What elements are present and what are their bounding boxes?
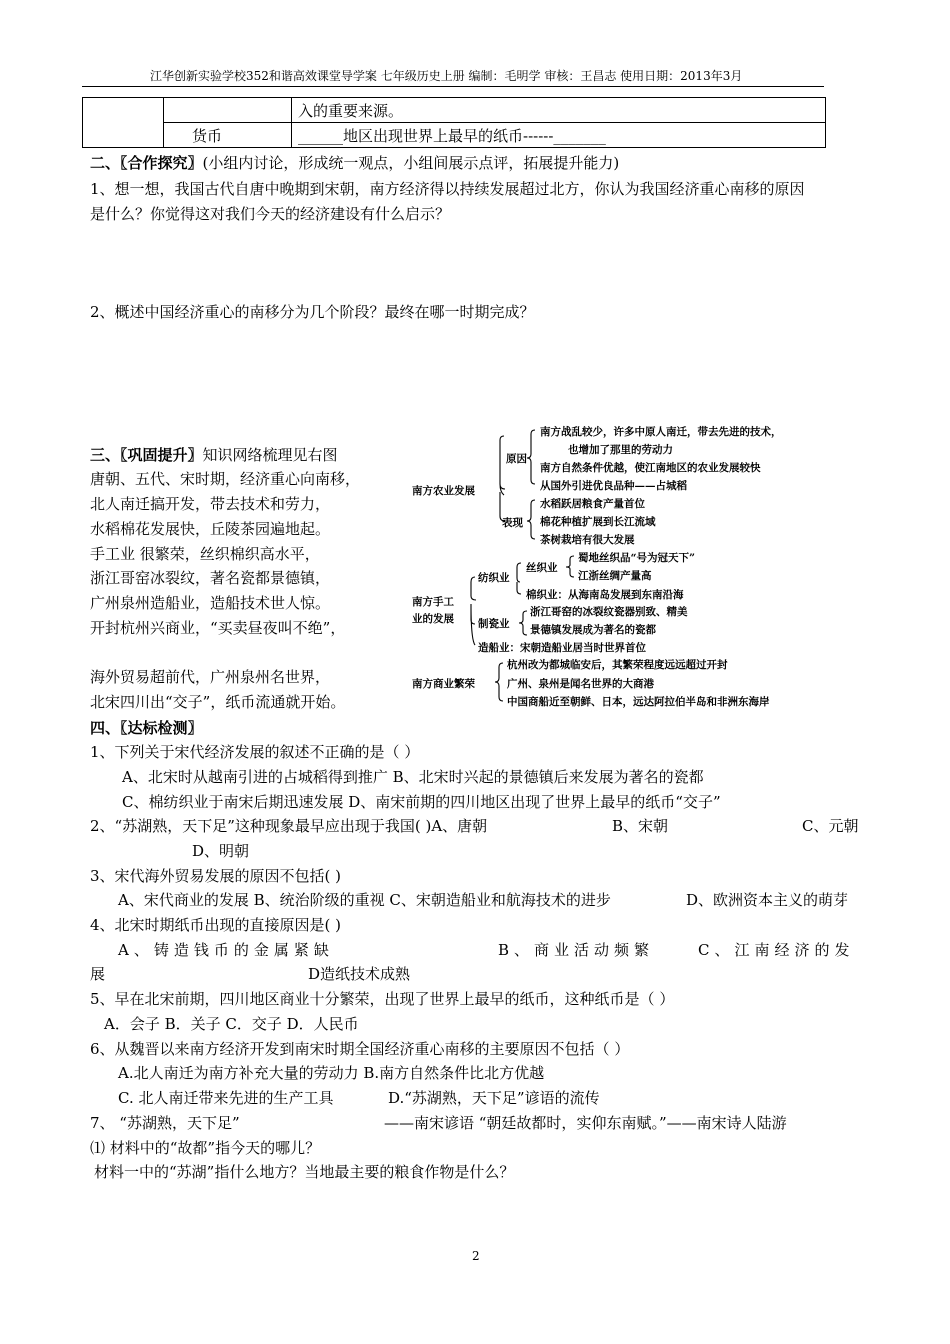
section-3-title: 三、〖巩固提升〗 bbox=[90, 446, 203, 464]
question-4-7-material-2: ——南宋谚语 “朝廷故都时，实仰东南赋。”——南宋诗人陆游 bbox=[384, 1114, 787, 1132]
mindmap-commerce: 南方商业繁荣 bbox=[412, 678, 475, 690]
question-4-5-options: A．会子 B．关子 C．交子 D．人民币 bbox=[104, 1015, 359, 1033]
mindmap-cause-1b: 也增加了那里的劳动力 bbox=[568, 444, 673, 456]
table-cell-currency: 货币 bbox=[164, 123, 292, 148]
poem-line: 水稻棉花发展快，丘陵茶园遍地起。 bbox=[90, 520, 331, 538]
question-4-4-option-d: D造纸技术成熟 bbox=[308, 965, 411, 983]
question-4-2-option-d: D、明朝 bbox=[192, 842, 250, 860]
question-4-3-options: A、宋代商业的发展 B、统治阶级的重视 C、宋朝造船业和航海技术的进步 bbox=[118, 891, 611, 909]
mindmap-commerce-2: 广州、泉州是闻名世界的大商港 bbox=[507, 678, 654, 690]
mindmap-handicraft-2: 业的发展 bbox=[412, 613, 454, 625]
mindmap-cause-3: 从国外引进优良品种——占城稻 bbox=[540, 480, 687, 492]
poem-line: 北宋四川出“交子”，纸币流通就开始。 bbox=[90, 693, 346, 711]
mindmap-cause: 原因 bbox=[506, 453, 527, 465]
question-2-1-line1: 1、想一想，我国古代自唐中晚期到宋朝，南方经济得以持续发展超过北方，你认为我国经济重心南移的原因 bbox=[90, 180, 805, 198]
question-4-3-option-d: D、欧洲资本主义的萌芽 bbox=[686, 891, 849, 909]
mindmap-cause-2: 南方自然条件优越，使江南地区的农业发展较快 bbox=[540, 462, 761, 474]
mindmap-performance-3: 茶树栽培有很大发展 bbox=[540, 534, 635, 546]
page-header: 江华创新实验学校352和谐高效课堂导学案 七年级历史上册 编制：毛明学 审核：王昌志 使用日期：2013年3月 bbox=[150, 69, 743, 83]
question-4-5: 5、早在北宋前期，四川地区商业十分繁荣，出现了世界上最早的纸币，这种纸币是（ ） bbox=[90, 990, 675, 1008]
mindmap-porcelain: 制瓷业 bbox=[478, 618, 510, 630]
mindmap-porcelain-2: 景德镇发展成为著名的瓷都 bbox=[530, 624, 656, 636]
poem-line: 唐朝、五代、宋时期，经济重心向南移， bbox=[90, 470, 361, 488]
mindmap-shipbuilding: 造船业：宋朝造船业居当时世界首位 bbox=[478, 642, 646, 654]
question-4-4-option-a: A、铸造钱币的金属紧缺 bbox=[118, 941, 334, 959]
section-3-note: 知识网络梳理见右图 bbox=[202, 446, 338, 464]
poem-line: 开封杭州兴商业，“买卖昼夜叫不绝”， bbox=[90, 619, 346, 637]
poem-line: 浙江哥窑冰裂纹，著名瓷都景德镇， bbox=[90, 569, 331, 587]
poem-line: 广州泉州造船业，造船技术世人惊。 bbox=[90, 594, 331, 612]
mindmap-cotton: 棉织业：从海南岛发展到东南沿海 bbox=[526, 589, 684, 601]
mindmap-commerce-3: 中国商船近至朝鲜、日本，远达阿拉伯半岛和非洲东海岸 bbox=[507, 696, 770, 708]
mindmap-textile: 纺织业 bbox=[478, 572, 510, 584]
poem-line: 北人南迁搞开发，带去技术和劳力， bbox=[90, 495, 331, 513]
question-4-7-sub-2: 材料一中的“苏湖”指什么地方？当地最主要的粮食作物是什么？ bbox=[94, 1163, 515, 1181]
mindmap-performance: 表现 bbox=[502, 517, 523, 529]
question-4-4: 4、北宋时期纸币出现的直接原因是( ) bbox=[90, 916, 342, 934]
question-4-6: 6、从魏晋以来南方经济开发到南宋时期全国经济重心南移的主要原因不包括（ ） bbox=[90, 1040, 630, 1058]
question-4-1: 1、下列关于宋代经济发展的叙述不正确的是（ ） bbox=[90, 743, 420, 761]
mindmap-cause-1a: 南方战乱较少，许多中原人南迁，带去先进的技术， bbox=[540, 426, 782, 438]
question-2-2: 2、概述中国经济重心的南移分为几个阶段？最终在哪一时期完成？ bbox=[90, 303, 535, 321]
question-4-4-option-b: B、商业活动频繁 bbox=[498, 941, 655, 959]
question-4-4-option-c-cont: 展 bbox=[90, 965, 106, 983]
question-4-6-options-ab: A.北人南迁为南方补充大量的劳动力 B.南方自然条件比北方优越 bbox=[118, 1064, 545, 1082]
question-4-1-options-cd: C、棉纺织业于南宋后期迅速发展 D、南宋前期的四川地区出现了世界上最早的纸币“交子” bbox=[122, 793, 721, 811]
mindmap-silk: 丝织业 bbox=[526, 562, 558, 574]
section-2-subtitle: (小组内讨论，形成统一观点，小组间展示点评，拓展提升能力) bbox=[202, 154, 620, 172]
question-4-7-material-1: 7、 “苏湖熟，天下足” bbox=[90, 1114, 240, 1132]
question-4-1-options-ab: A、北宋时从越南引进的占城稻得到推广 B、北宋时兴起的景德镇后来发展为著名的瓷都 bbox=[122, 768, 704, 786]
mindmap-performance-2: 棉花种植扩展到长江流域 bbox=[540, 516, 656, 528]
page-number: 2 bbox=[472, 1249, 480, 1263]
mindmap-silk-2: 江浙丝绸产量高 bbox=[578, 570, 652, 582]
question-2-1-line2: 是什么？你觉得这对我们今天的经济建设有什么启示？ bbox=[90, 205, 451, 223]
question-4-7-sub-1: ⑴ 材料中的“故都”指今天的哪儿？ bbox=[90, 1139, 321, 1157]
question-4-4-option-c: C、江南经济的发 bbox=[698, 941, 855, 959]
mindmap-agriculture: 南方农业发展 bbox=[412, 485, 475, 497]
mindmap-porcelain-1: 浙江哥窑的冰裂纹瓷器别致、精美 bbox=[530, 606, 688, 618]
mindmap-performance-1: 水稻跃居粮食产量首位 bbox=[540, 498, 645, 510]
mindmap-commerce-1: 杭州改为都城临安后，其繁荣程度远远超过开封 bbox=[507, 659, 728, 671]
question-4-6-option-c: C. 北人南迁带来先进的生产工具 bbox=[118, 1089, 334, 1107]
section-2-title: 二、〖合作探究〗 bbox=[90, 154, 203, 172]
question-4-3: 3、宋代海外贸易发展的原因不包括( ) bbox=[90, 867, 342, 885]
question-4-2: 2、“苏湖熟，天下足”这种现象最早应出现于我国( )A、唐朝 bbox=[90, 817, 488, 835]
mindmap-handicraft-1: 南方手工 bbox=[412, 596, 454, 608]
question-4-6-option-d: D.“苏湖熟，天下足”谚语的流传 bbox=[388, 1089, 600, 1107]
table-cell-currency-text: ______地区出现世界上最早的纸币------_______ bbox=[292, 123, 826, 148]
table-cell-text: 入的重要来源。 bbox=[292, 98, 826, 123]
question-4-2-option-b: B、宋朝 bbox=[612, 817, 669, 835]
section-4-title: 四、〖达标检测〗 bbox=[90, 719, 203, 737]
poem-line: 手工业 很繁荣，丝织棉织高水平， bbox=[90, 545, 320, 563]
question-4-2-option-c: C、元朝 bbox=[802, 817, 859, 835]
poem-line: 海外贸易超前代，广州泉州名世界， bbox=[90, 668, 331, 686]
mindmap-silk-1: 蜀地丝织品“号为冠天下” bbox=[578, 552, 696, 564]
